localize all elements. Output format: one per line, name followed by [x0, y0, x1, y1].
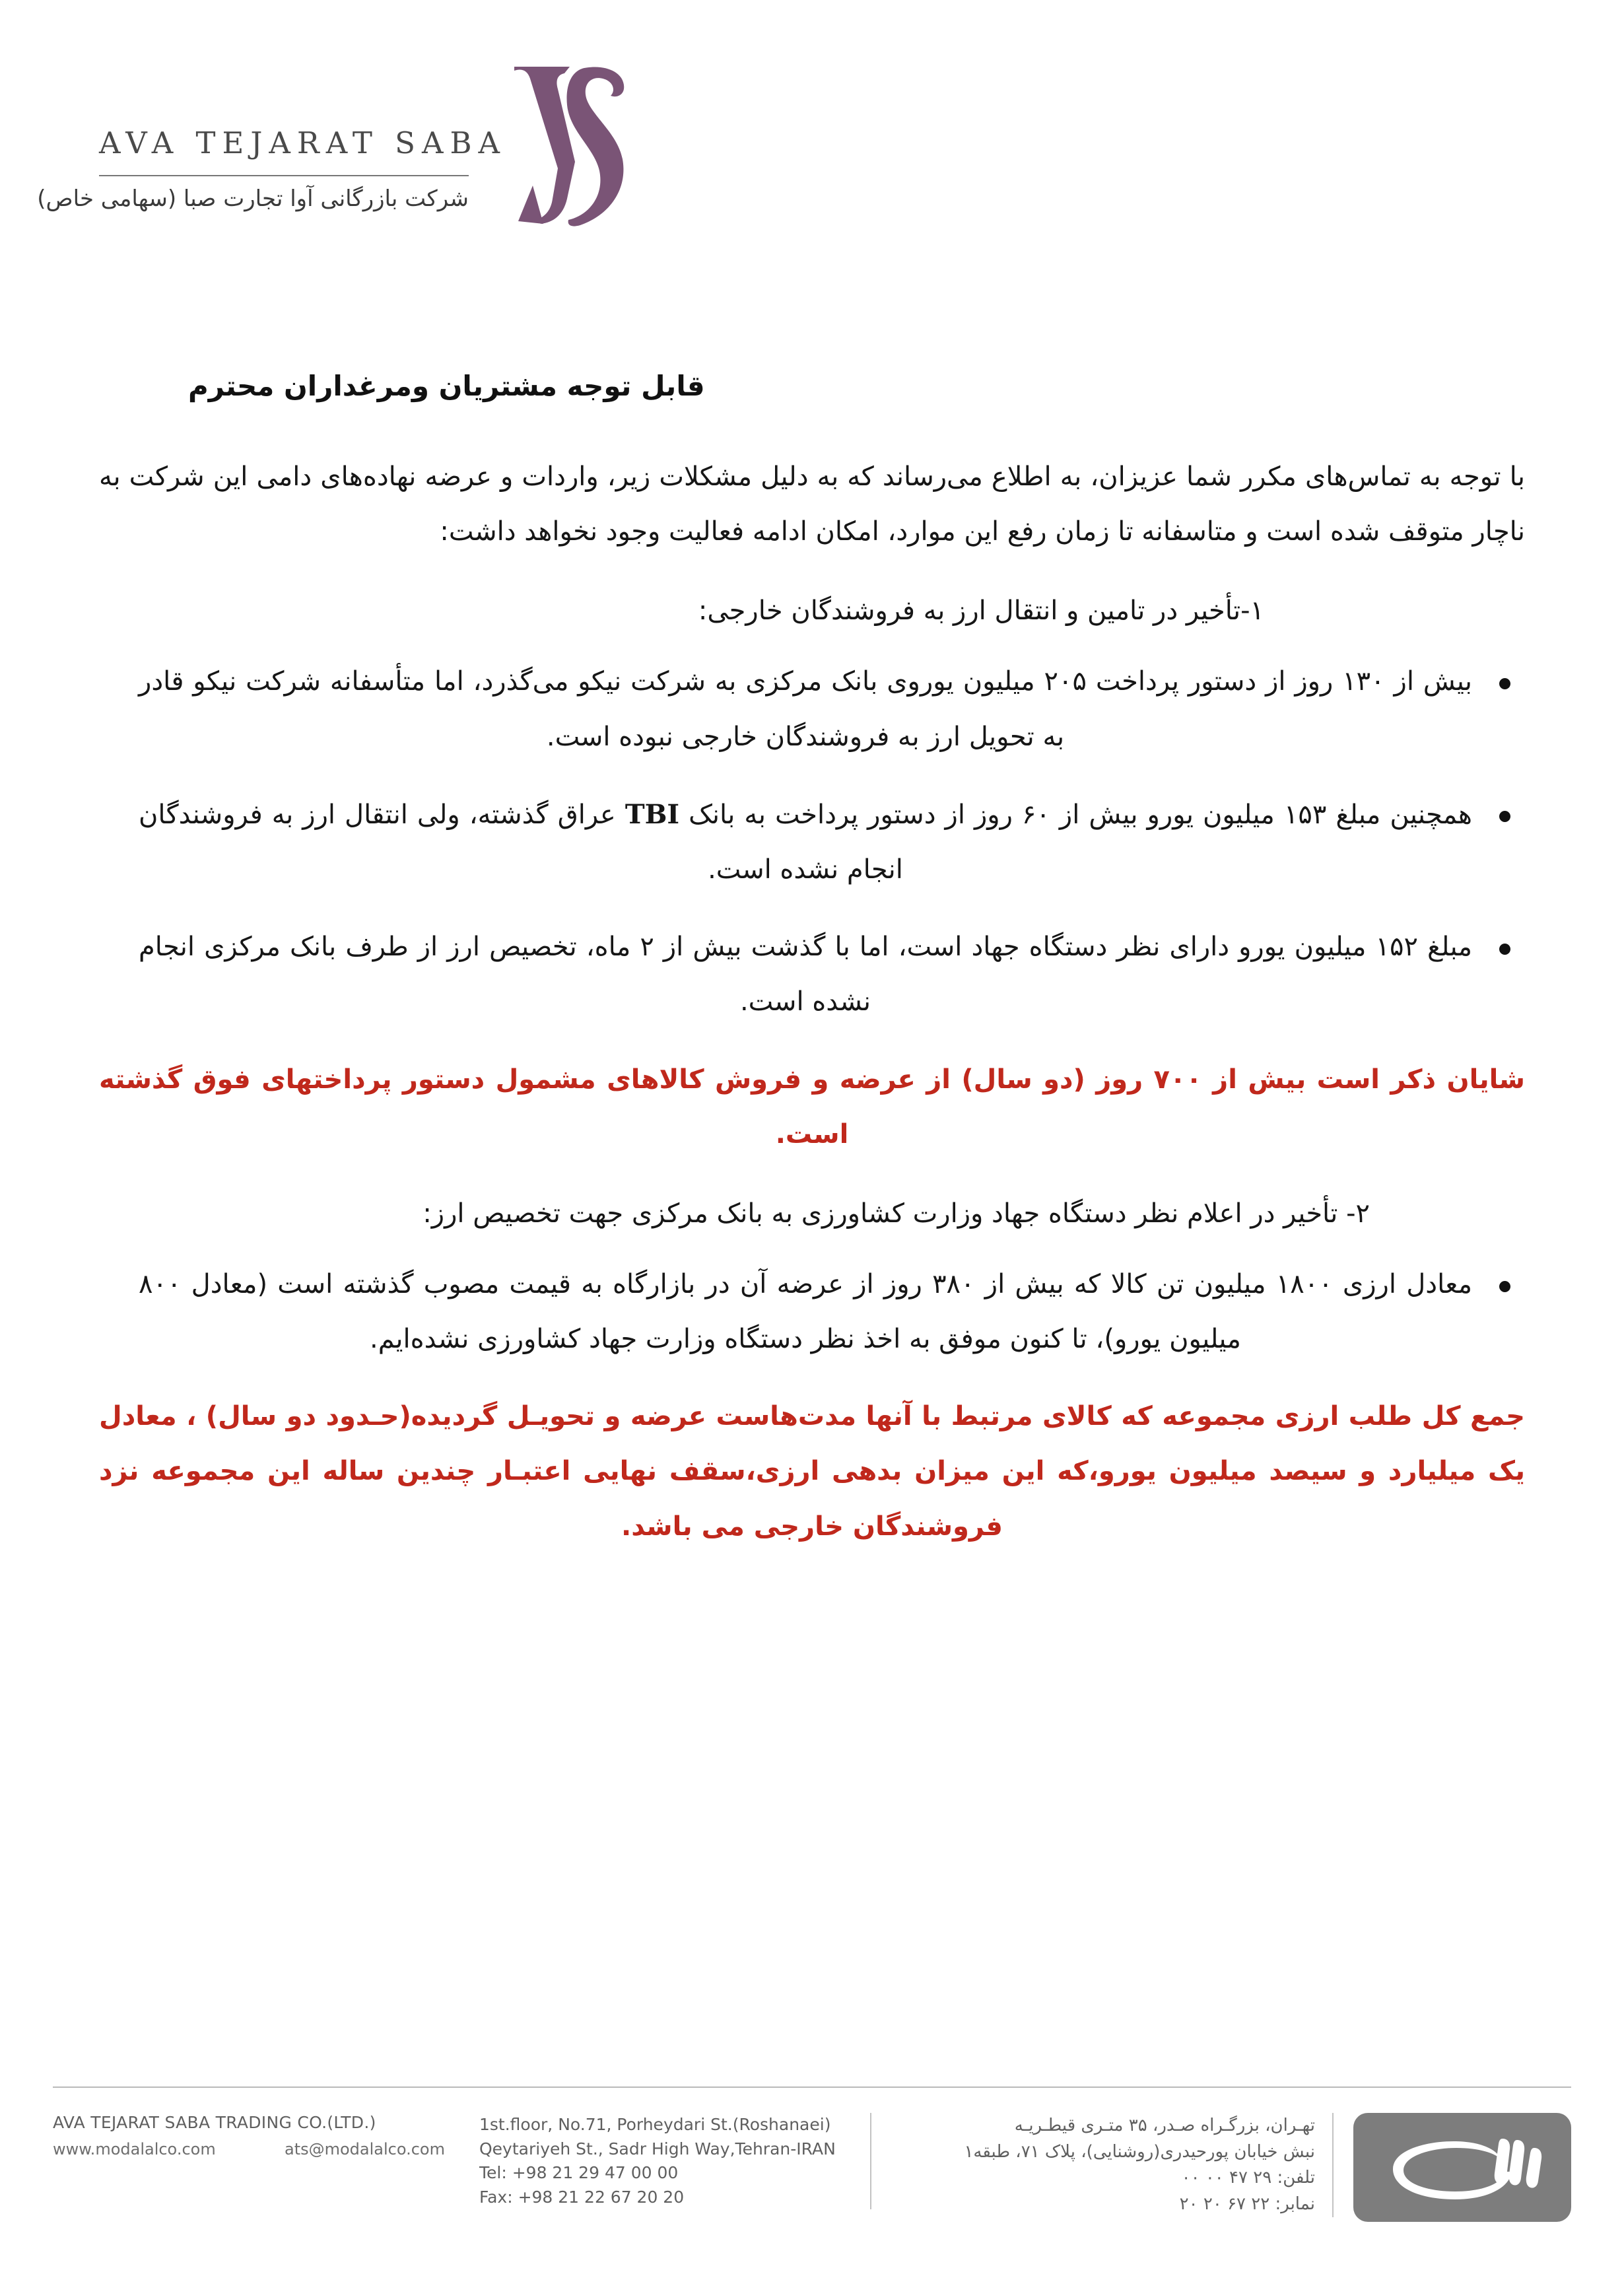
letterhead [37, 63, 673, 228]
logo-divider [99, 175, 469, 176]
footer-email-link[interactable]: ats@modalalco.com [284, 2140, 445, 2158]
section-1-heading: ۱-تأخیر در تامین و انتقال ارز به فروشندگان خارجی: [698, 596, 1264, 627]
red-note-2: جمع کل طلب ارزی مجموعه که کالای مرتبط با آنها مدت‌هاست عرضه و تحویـل گردیده(حـدود دو سال) ، معادل یک میلیارد و سیصد میلیون یورو،که این میزان بدهی ارزی،سقف نهایی اعتبـار چندین ساله این مجموعه نزد فروشندگان خارجی می باشد. [99, 1401, 1525, 1542]
footer-address-line-2: Qeytariyeh St., Sadr High Way,Tehran-IRAN [479, 2139, 836, 2158]
footer-address-fa-line-1: تهـران، بزرگـراه صـدر، ۳۵ متـری قیطـریـه [1014, 2116, 1315, 2135]
footer-address-fa-line-2: نبش خیابان پورحیدری(روشنایی)، پلاک ۷۱، طبقه۱ [964, 2141, 1315, 2162]
red-note-1: شایان ذکر است بیش از ۷۰۰ روز (دو سال) از عرضه و فروش کالاهای مشمول دستور پرداختهای فوق گذشته است. [99, 1064, 1526, 1150]
footer-telephone: Tel: +98 21 29 47 00 00 [479, 2163, 679, 2182]
footer-divider [53, 2086, 1571, 2088]
list-item [99, 787, 1525, 897]
modal-wordmark-icon [1353, 2113, 1571, 2222]
logo-latin-name: AVA TEJARAT SABA [99, 125, 507, 160]
footer-address-en-column [462, 2113, 871, 2209]
intro-paragraph: با توجه به تماس‌های مکرر شما عزیزان، به اطلاع می‌رساند که به دلیل مشکلات زیر، واردات و عرضه نهاده‌های دامی این شرکت به ناچار متوقف شده است و متاسفانه تا زمان رفع این موارد، امکان ادامه فعالیت وجود نخواهد داشت: [99, 462, 1525, 547]
bullet-2-text-a: همچنین مبلغ ۱۵۳ میلیون یورو بیش از ۶۰ روز از دستور پرداخت به بانک [679, 799, 1472, 830]
page-title: قابل توجه مشتریان ومرغداران محترم [188, 370, 705, 402]
list-item: بیش از ۱۳۰ روز از دستور پرداخت ۲۰۵ میلیون یوروی بانک مرکزی به شرکت نیکو می‌گذرد، اما متأسفانه شرکت نیکو قادر به تحویل ارز به فروشندگان خارجی نبوده است. [99, 654, 1525, 764]
footer-fax: Fax: +98 21 22 67 20 20 [479, 2187, 685, 2207]
section-1-bullet-list [99, 654, 1525, 1029]
logo-persian-name: شرکت بازرگانی آوا تجارت صبا (سهامی خاص) [37, 186, 469, 212]
document-body [99, 370, 1525, 1581]
section-2-bullet-list [99, 1257, 1525, 1367]
footer-address-line-1: 1st.floor, No.71, Porheydari St.(Roshanaei) [479, 2115, 831, 2134]
logo-wordmark [37, 63, 507, 212]
footer-brand-column [53, 2113, 462, 2158]
list-item: معادل ارزی ۱۸۰۰ میلیون تن کالا که بیش از ۳۸۰ روز از عرضه آن در بازارگاه به قیمت مصوب گذشته است (معادل ۸۰۰ میلیون یورو)، تا کنون موفق به اخذ نظر دستگاه وزارت جهاد کشاورزی نشده‌ایم. [99, 1257, 1525, 1367]
ava-saba-monogram-icon [506, 63, 648, 228]
bank-name-tbi: TBI [625, 798, 680, 830]
list-item: مبلغ ۱۵۲ میلیون یورو دارای نظر دستگاه جهاد است، اما با گذشت بیش از ۲ ماه، تخصیص ارز از طرف بانک مرکزی انجام نشده است. [99, 920, 1525, 1029]
footer [53, 2113, 1571, 2245]
section-2-heading: ۲- تأخیر در اعلام نظر دستگاه جهاد وزارت کشاورزی به بانک مرکزی جهت تخصیص ارز: [423, 1198, 1370, 1229]
footer-logo-column [1334, 2113, 1571, 2222]
footer-website-link[interactable]: www.modalalco.com [53, 2140, 216, 2158]
bullet-2-text-b: عراق گذشته، ولی انتقال ارز به فروشندگان انجام نشده است. [139, 799, 903, 885]
footer-fax-fa: نمابر: ۲۲ ۶۷ ۲۰ ۲۰ [1179, 2193, 1315, 2214]
footer-telephone-fa: تلفن: ۲۹ ۴۷ ۰۰ ۰۰ [1181, 2168, 1315, 2188]
footer-address-fa-column [871, 2113, 1334, 2217]
footer-company-name: AVA TEJARAT SABA TRADING CO.(LTD.) [53, 2113, 376, 2132]
